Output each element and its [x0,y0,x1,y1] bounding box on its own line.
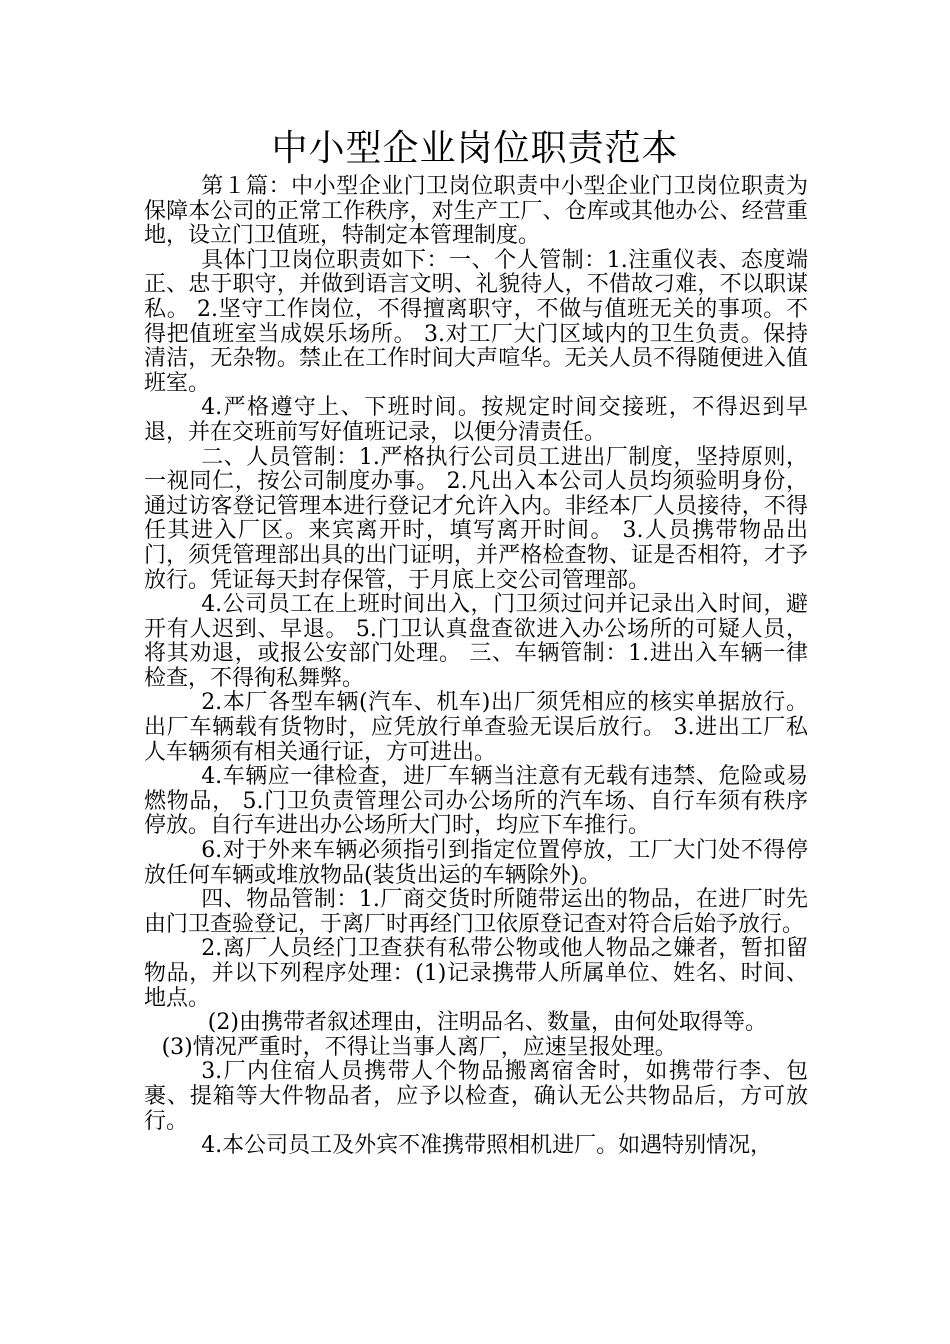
paragraph: 4.公司员工在上班时间出入，门卫须过问并记录出入时间，避开有人迟到、早退。 5.门卫认真盘查欲进入办公场所的可疑人员，将其劝退，或报公安部门处理。 三、车辆管制：1.进出入车辆一律检查，不得徇私舞弊。 [144,592,808,691]
paragraph: 4.本公司员工及外宾不准携带照相机进厂。如遇特别情况， [201,1133,773,1159]
paragraph: 四、物品管制：1.厂商交货时所随带运出的物品，在进厂时先由门卫查验登记，于离厂时再经门卫依原登记查对符合后始予放行。 [144,887,808,937]
document-body [144,175,808,1159]
paragraph: 6.对于外来车辆必须指引到指定位置停放，工厂大门处不得停放任何车辆或堆放物品(装货出运的车辆除外)。 [144,838,808,888]
paragraph: 4.车辆应一律检查，进厂车辆当注意有无载有违禁、危险或易燃物品， 5.门卫负责管理公司办公场所的汽车场、自行车须有秩序停放。自行车进出办公场所大门时，均应下车推行。 [144,764,808,839]
paragraph: 4.严格遵守上、下班时间。按规定时间交接班，不得迟到早退，并在交班前写好值班记录，以便分清责任。 [144,395,808,445]
paragraph: (3)情况严重时，不得让当事人离厂，应速呈报处理。 [161,1034,677,1060]
paragraph: (2)由携带者叙述理由，注明品名、数量，由何处取得等。 [207,1010,767,1036]
paragraph: 2.离厂人员经门卫查获有私带公物或他人物品之嫌者，暂扣留物品，并以下列程序处理：(1)记录携带人所属单位、姓名、时间、地点。 [144,936,808,1011]
paragraph: 具体门卫岗位职责如下：一、个人管制：1.注重仪表、态度端正、忠于职守，并做到语言文明、礼貌待人，不借故刁难，不以职谋私。 2.坚守工作岗位，不得擅离职守，不做与值班无关的事项。不得把值班室当成娱乐场所。 3.对工厂大门区域内的卫生负责。保持清洁，无杂物。禁止在工作时间大声喧华。无关人员不得随便进入值班室。 [144,247,808,396]
paragraph: 第１篇：中小型企业门卫岗位职责中小型企业门卫岗位职责为保障本公司的正常工作秩序，对生产工厂、仓库或其他办公、经营重地，设立门卫值班，特制定本管理制度。 [144,174,808,249]
paragraph: 3.厂内住宿人员携带人个物品搬离宿舍时，如携带行李、包裹、提箱等大件物品者，应予以检查，确认无公共物品后，方可放行。 [144,1059,808,1134]
paragraph: 2.本厂各型车辆(汽车、机车)出厂须凭相应的核实单据放行。出厂车辆载有货物时，应凭放行单查验无误后放行。 3.进出工厂私人车辆须有相关通行证，方可进出。 [144,690,808,765]
document-title: 中小型企业岗位职责范本 [271,128,679,169]
paragraph: 二、人员管制：1.严格执行公司员工进出厂制度，坚持原则，一视同仁，按公司制度办事。 2.凡出入本公司人员均须验明身份，通过访客登记管理本进行登记才允许入内。非经本厂人员接待，不得任其进入厂区。来宾离开时，填写离开时间。 3.人员携带物品出门，须凭管理部出具的出门证明，并严格检查物、证是否相符，才予放行。凭证每天封存保管，于月底上交公司管理部。 [144,444,808,593]
